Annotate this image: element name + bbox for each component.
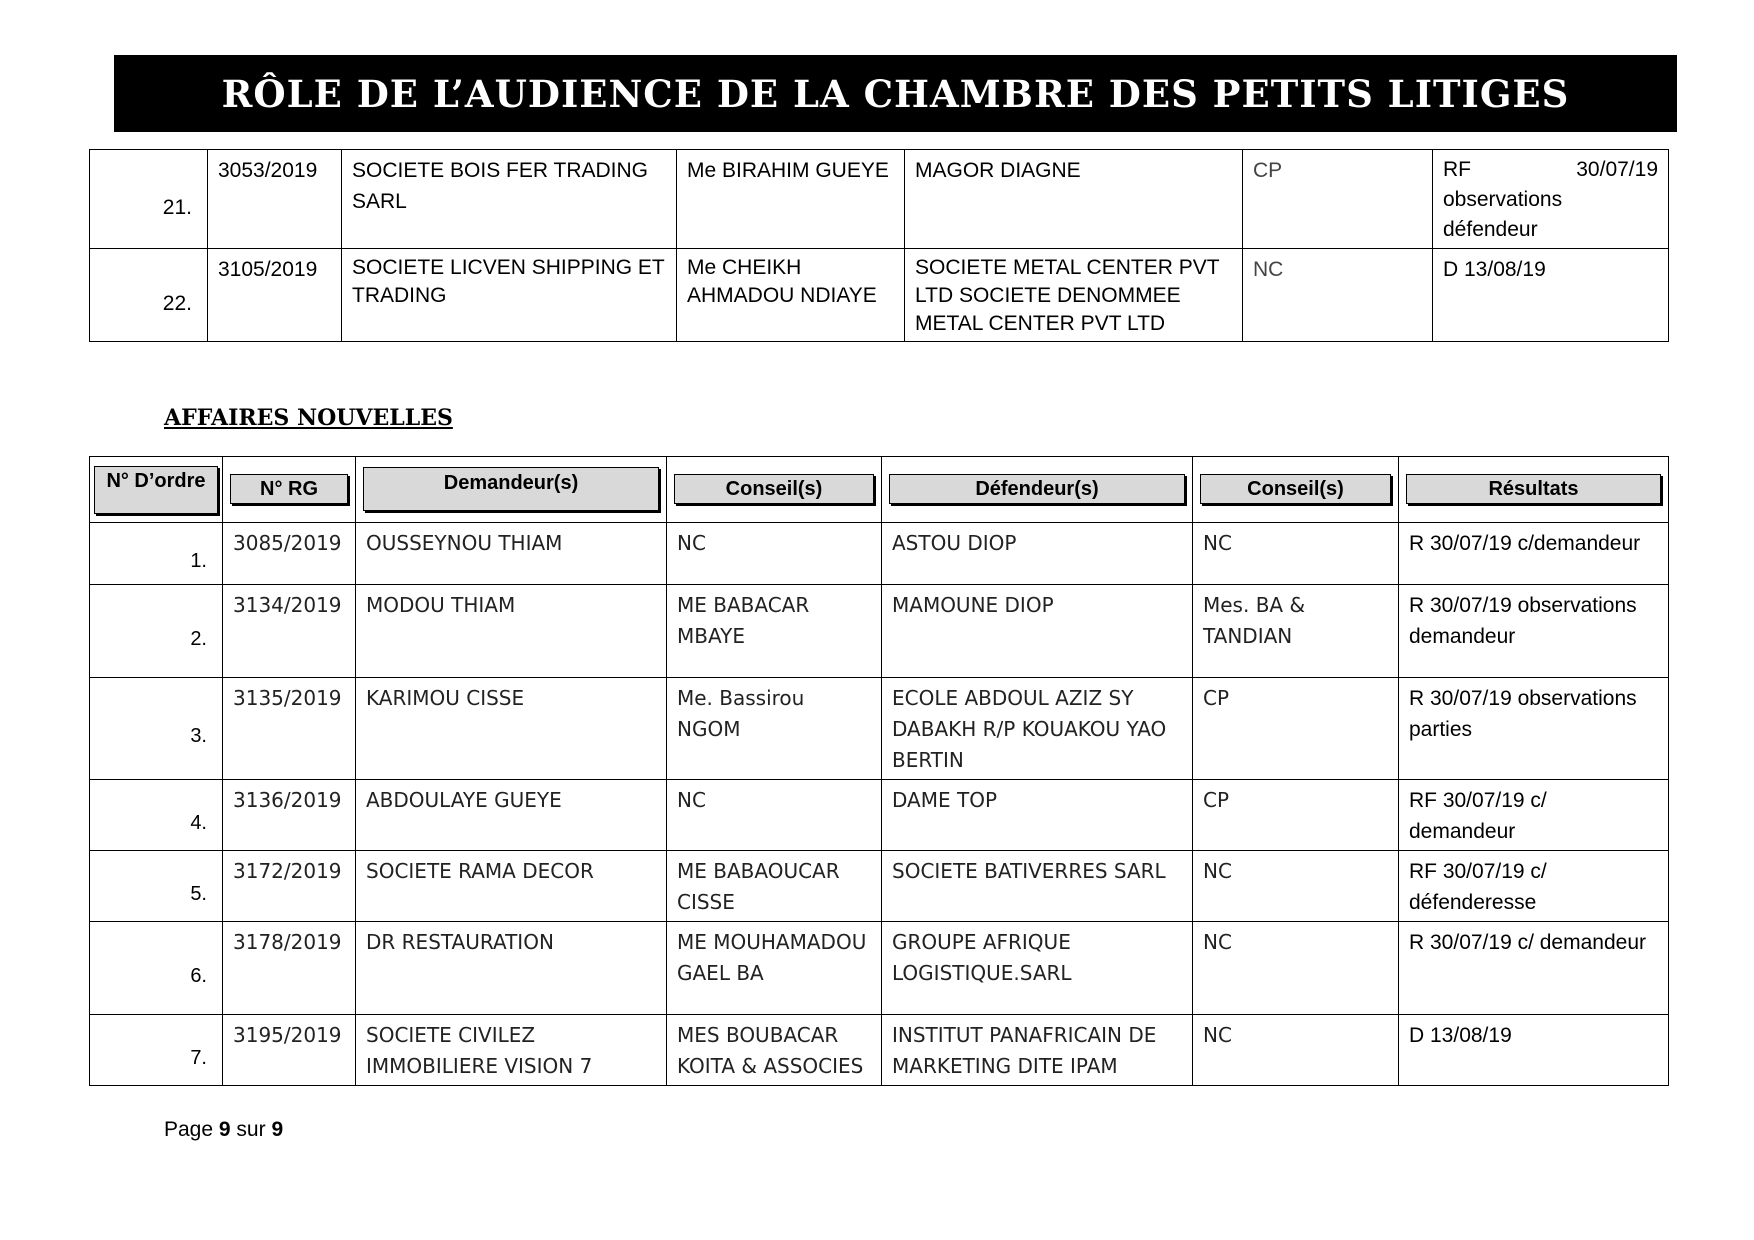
plaintiff-counsel-cell: Me. Bassirou NGOM: [667, 678, 882, 780]
order-number-cell: 21.: [90, 150, 208, 249]
page-footer: [164, 1118, 283, 1142]
table-row: [90, 523, 1669, 585]
plaintiff-counsel-cell: ME BABAOUCAR CISSE: [667, 851, 882, 922]
header-box: N° D’ordre: [94, 466, 218, 514]
table-row: [90, 922, 1669, 1015]
total-pages: 9: [271, 1118, 284, 1141]
page-title: RÔLE DE L’AUDIENCE DE LA CHAMBRE DES PETITS LITIGES: [221, 71, 1570, 116]
column-header-conseil-demandeur: [667, 457, 882, 523]
plaintiff-counsel-cell: ME BABACAR MBAYE: [667, 585, 882, 678]
plaintiff-cell: SOCIETE BOIS FER TRADING SARL: [342, 150, 677, 249]
plaintiff-counsel-cell: NC: [667, 523, 882, 585]
defendant-cell: SOCIETE METAL CENTER PVT LTD SOCIETE DENOMMEE METAL CENTER PVT LTD: [905, 249, 1243, 342]
defendant-counsel-cell: CP: [1193, 780, 1399, 851]
new-cases-table: [89, 456, 1669, 1086]
column-header-conseil-defendeur: [1193, 457, 1399, 523]
result-code: RF: [1443, 158, 1471, 181]
plaintiff-counsel-cell: Me CHEIKH AHMADOU NDIAYE: [677, 249, 905, 342]
header-box: Conseil(s): [674, 474, 874, 504]
rg-cell: 3136/2019: [223, 780, 356, 851]
page-label: Page: [164, 1118, 214, 1141]
header-box: Résultats: [1406, 474, 1661, 504]
table-row: [90, 150, 1669, 249]
result-cell: R 30/07/19 observations demandeur: [1399, 585, 1669, 678]
column-header-rg: [223, 457, 356, 523]
plaintiff-counsel-cell: Me BIRAHIM GUEYE: [677, 150, 905, 249]
table-row: [90, 1015, 1669, 1086]
current-page: 9: [218, 1118, 231, 1141]
defendant-cell: MAGOR DIAGNE: [905, 150, 1243, 249]
plaintiff-counsel-cell: ME MOUHAMADOU GAEL BA: [667, 922, 882, 1015]
defendant-counsel-cell: NC: [1193, 922, 1399, 1015]
order-number-cell: 1.: [90, 523, 223, 585]
defendant-counsel-cell: NC: [1193, 851, 1399, 922]
table-row: [90, 780, 1669, 851]
rg-cell: 3085/2019: [223, 523, 356, 585]
defendant-counsel-cell: NC: [1193, 523, 1399, 585]
table-row: [90, 851, 1669, 922]
plaintiff-counsel-cell: MES BOUBACAR KOITA & ASSOCIES: [667, 1015, 882, 1086]
order-number-cell: 6.: [90, 922, 223, 1015]
page-separator: sur: [236, 1118, 266, 1141]
header-box: N° RG: [230, 474, 348, 504]
plaintiff-cell: MODOU THIAM: [356, 585, 667, 678]
result-date: 30/07/19: [1576, 158, 1658, 181]
header-box: Demandeur(s): [363, 467, 659, 511]
result-cell: [1433, 150, 1669, 249]
defendant-counsel-cell: CP: [1243, 150, 1433, 249]
defendant-cell: ASTOU DIOP: [882, 523, 1193, 585]
result-note: observations défendeur: [1443, 188, 1563, 241]
defendant-cell: ECOLE ABDOUL AZIZ SY DABAKH R/P KOUAKOU YAO BERTIN: [882, 678, 1193, 780]
section-heading: AFFAIRES NOUVELLES: [164, 405, 453, 431]
rg-cell: 3172/2019: [223, 851, 356, 922]
column-header-defendeur: [882, 457, 1193, 523]
result-cell: RF 30/07/19 c/ défenderesse: [1399, 851, 1669, 922]
plaintiff-cell: SOCIETE RAMA DECOR: [356, 851, 667, 922]
column-header-ordre: [90, 457, 223, 523]
result-cell: R 30/07/19 c/ demandeur: [1399, 922, 1669, 1015]
header-box: Conseil(s): [1200, 474, 1391, 504]
plaintiff-cell: KARIMOU CISSE: [356, 678, 667, 780]
defendant-counsel-cell: Mes. BA & TANDIAN: [1193, 585, 1399, 678]
result-cell: R 30/07/19 observations parties: [1399, 678, 1669, 780]
plaintiff-counsel-cell: NC: [667, 780, 882, 851]
order-number-cell: 7.: [90, 1015, 223, 1086]
plaintiff-cell: OUSSEYNOU THIAM: [356, 523, 667, 585]
result-cell: R 30/07/19 c/demandeur: [1399, 523, 1669, 585]
order-number-cell: 5.: [90, 851, 223, 922]
defendant-cell: INSTITUT PANAFRICAIN DE MARKETING DITE IPAM: [882, 1015, 1193, 1086]
result-cell: RF 30/07/19 c/ demandeur: [1399, 780, 1669, 851]
table-row: [90, 678, 1669, 780]
plaintiff-cell: DR RESTAURATION: [356, 922, 667, 1015]
rg-cell: 3105/2019: [208, 249, 342, 342]
plaintiff-cell: SOCIETE LICVEN SHIPPING ET TRADING: [342, 249, 677, 342]
rg-cell: 3178/2019: [223, 922, 356, 1015]
defendant-cell: SOCIETE BATIVERRES SARL: [882, 851, 1193, 922]
defendant-cell: DAME TOP: [882, 780, 1193, 851]
result-cell: D 13/08/19: [1399, 1015, 1669, 1086]
defendant-cell: MAMOUNE DIOP: [882, 585, 1193, 678]
table-row: [90, 249, 1669, 342]
rg-cell: 3135/2019: [223, 678, 356, 780]
rg-cell: 3195/2019: [223, 1015, 356, 1086]
order-number-cell: 4.: [90, 780, 223, 851]
column-header-resultats: [1399, 457, 1669, 523]
column-header-demandeur: [356, 457, 667, 523]
plaintiff-cell: SOCIETE CIVILEZ IMMOBILIERE VISION 7: [356, 1015, 667, 1086]
header-box: Défendeur(s): [889, 474, 1185, 504]
table-header-row: [90, 457, 1669, 523]
plaintiff-cell: ABDOULAYE GUEYE: [356, 780, 667, 851]
defendant-counsel-cell: NC: [1193, 1015, 1399, 1086]
order-number-cell: 3.: [90, 678, 223, 780]
defendant-counsel-cell: CP: [1193, 678, 1399, 780]
table-row: [90, 585, 1669, 678]
defendant-cell: GROUPE AFRIQUE LOGISTIQUE.SARL: [882, 922, 1193, 1015]
result-cell: D 13/08/19: [1433, 249, 1669, 342]
continued-hearing-table: [89, 149, 1669, 342]
defendant-counsel-cell: NC: [1243, 249, 1433, 342]
order-number-cell: 2.: [90, 585, 223, 678]
title-banner: [114, 55, 1677, 132]
order-number-cell: 22.: [90, 249, 208, 342]
rg-cell: 3134/2019: [223, 585, 356, 678]
rg-cell: 3053/2019: [208, 150, 342, 249]
